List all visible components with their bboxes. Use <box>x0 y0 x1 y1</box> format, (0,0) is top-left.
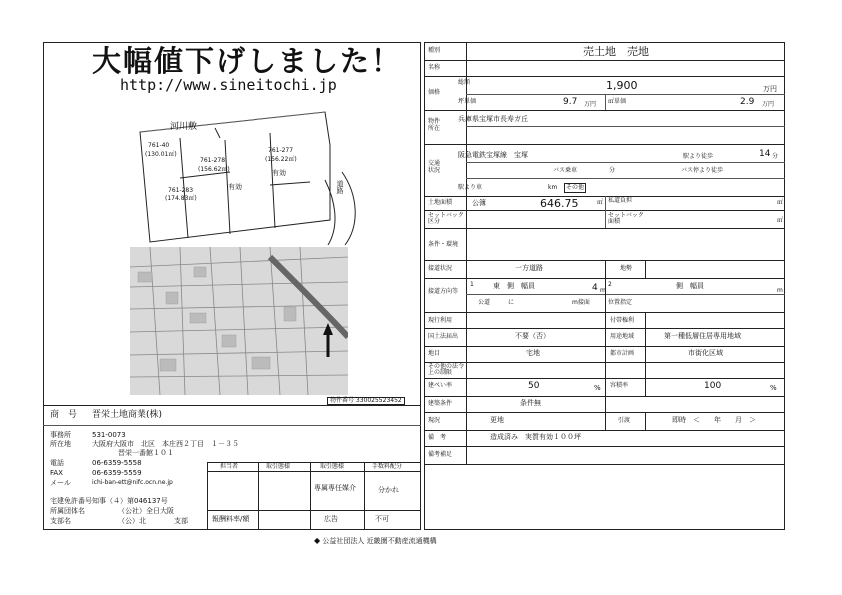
ad-value: 不可 <box>375 515 389 523</box>
walk-unit: 分 <box>772 153 779 160</box>
row-divider <box>466 126 785 127</box>
map-label-yuko-2: 有効 <box>272 169 286 177</box>
price-unit: 万円 <box>763 85 777 93</box>
contact-split: 分かれ <box>378 486 399 494</box>
map-label-lot-b-area: (156.62㎡) <box>198 166 230 173</box>
branch-label: 支部名 <box>50 517 71 525</box>
contact-header-3: 取引態様 <box>320 463 345 470</box>
map-label-lot-d: 761-283 <box>168 187 194 194</box>
assoc-value: （公社）全日大阪 <box>118 507 174 515</box>
price-value: 1,900 <box>606 79 638 92</box>
handover-value: 即時 ＜ 年 月 ＞ <box>672 416 756 424</box>
far-label: 容積率 <box>610 382 629 389</box>
mail-label: メール <box>50 479 71 487</box>
row-divider <box>466 294 785 295</box>
divider <box>364 462 365 530</box>
row-divider <box>424 464 785 465</box>
area-map <box>130 247 348 395</box>
walk-min: 14 <box>759 149 771 159</box>
far-value: 100 <box>704 381 722 391</box>
sqm-unit: 万円 <box>762 101 775 108</box>
coverage-pct: % <box>594 384 601 392</box>
conditions-label: 条件・環境 <box>428 241 459 248</box>
land-rights-value: 不要（否） <box>515 332 550 340</box>
line-value: 阪急電鉄宝塚線 宝塚 <box>458 151 528 159</box>
license-number: 宅建免許番号知事（４）第046137号 <box>50 497 168 505</box>
bus-ride: バス乗車 <box>553 167 578 174</box>
divider <box>207 471 421 472</box>
office-label: 事務所 <box>50 431 71 439</box>
land-rights-label: 国土法届出 <box>428 333 459 340</box>
address-label: 所在地 <box>50 440 71 448</box>
branch-value: （公）北 支部 <box>118 517 188 525</box>
contact-header-4: 手数料配分 <box>372 463 403 470</box>
row-divider <box>424 76 785 77</box>
road2-dir: 側 幅員 <box>676 282 704 290</box>
trade-label: 商 号 <box>50 410 78 420</box>
divider <box>258 462 259 530</box>
contact-role: 専属専任媒介 <box>314 484 356 492</box>
divider <box>43 405 421 406</box>
other-transport: その他 <box>566 184 585 191</box>
km-unit: km <box>548 184 558 191</box>
row-divider <box>424 110 785 111</box>
row-divider <box>466 178 785 179</box>
far-pct: % <box>770 384 777 392</box>
headline: 大幅値下げしました！ <box>92 44 403 78</box>
site-plan <box>120 100 360 245</box>
land-area-unit: ㎡ <box>597 199 604 206</box>
road-status-value: 一方道路 <box>515 264 543 272</box>
col-divider <box>645 378 646 396</box>
label-column-divider <box>466 42 467 465</box>
price-label: 価格 <box>428 89 441 96</box>
handover-label: 引渡 <box>618 417 631 424</box>
map-label-lot-d-area: (174.83㎡) <box>165 195 197 202</box>
row-divider <box>466 162 785 163</box>
col-divider <box>605 94 606 110</box>
map-label-lot-a-area: (130.01㎡) <box>145 151 177 158</box>
contact-header-2: 取引態様 <box>266 463 291 470</box>
auxiliary-label: 付帯権利 <box>610 317 635 324</box>
org-logo-icon: ◆ <box>314 536 321 545</box>
url-text[interactable]: http://www.sineitochi.jp <box>120 76 337 94</box>
fax-value: 06-6359-5559 <box>92 469 142 477</box>
sqm-value: 2.9 <box>740 97 755 107</box>
fee-label: 報酬料率/額 <box>212 515 250 523</box>
divider <box>310 462 311 530</box>
zone-label: 用途地域 <box>610 333 635 340</box>
ad-label: 広告 <box>324 515 338 523</box>
sqm-label: ㎡単価 <box>608 98 627 105</box>
row-divider <box>424 446 785 447</box>
use-label: 現行利用 <box>428 317 453 324</box>
land-area-value: 646.75 <box>540 197 579 210</box>
type-label: 種別 <box>428 47 441 54</box>
remarks-value: 造成済み 実質有効１００坪 <box>490 433 581 441</box>
trade-name: 晋栄土地商業(株) <box>92 410 163 420</box>
tel-value[interactable]: 06-6359-5558 <box>92 459 142 467</box>
tsubo-unit: 万円 <box>584 101 597 108</box>
map-label-yuko-1: 有効 <box>228 183 242 191</box>
category-label: 地目 <box>428 350 441 357</box>
road2-no: 2 <box>608 281 612 288</box>
tel-label: 電話 <box>50 459 64 467</box>
name-label: 名称 <box>428 64 441 71</box>
map-label-lot-a: 761-40 <box>148 142 170 149</box>
col-divider <box>605 260 606 430</box>
doc-number: 物件番号 330025523452 <box>327 397 405 405</box>
road-status-label: 接道状況 <box>428 265 453 272</box>
tsubo-value: 9.7 <box>563 97 578 107</box>
private-road-label: 私道負担 <box>608 197 633 204</box>
road1-no: 1 <box>470 281 474 288</box>
col-divider <box>605 196 606 228</box>
setback-area-label: セットバック面積 <box>608 212 644 225</box>
map-label-lot-b: 761-278 <box>200 157 226 164</box>
map-label-lot-c-area: (156.22㎡) <box>265 156 297 163</box>
tsubo-label: 坪単価 <box>458 98 477 105</box>
contact-header-1: 担当者 <box>220 463 239 470</box>
price-sub: 総額 <box>458 79 471 86</box>
footer-org <box>314 537 437 545</box>
build-cond-label: 建築条件 <box>428 400 453 407</box>
col-divider <box>645 412 646 430</box>
city-plan-value: 市街化区域 <box>688 349 723 357</box>
road1-unit: m <box>600 287 606 294</box>
road1-dir: 東 側 幅員 <box>493 282 535 290</box>
map-label-river: 河川敷 <box>170 122 198 132</box>
status-label: 現況 <box>428 417 441 424</box>
category-value: 宅地 <box>526 349 540 357</box>
address-line-2: 晋栄一番館１０１ <box>118 449 174 457</box>
remarks-label: 備 考 <box>428 434 447 441</box>
coverage-label: 建ぺい率 <box>428 382 453 389</box>
address-line-1: 大阪府大阪市 北区 本庄西２丁目 １－３５ <box>92 440 239 448</box>
ni-text: に <box>508 299 515 306</box>
divider <box>207 510 421 511</box>
row-divider <box>424 60 785 61</box>
zone-value: 第一種低層住居専用地域 <box>664 332 741 340</box>
position-label: 位置指定 <box>608 299 633 306</box>
land-area-kind: 公簿 <box>472 199 486 207</box>
road-width-label: 地勢 <box>620 265 633 272</box>
bus-stop-walk: バス停より徒歩 <box>681 167 724 174</box>
station-walk: 駅より徒歩 <box>683 153 714 160</box>
sqm-mark-2: ㎡ <box>777 217 784 224</box>
city-plan-label: 都市計画 <box>610 350 635 357</box>
other-limits-label: その他の法令上の制限 <box>428 363 465 376</box>
public-private: 公道 <box>478 299 491 306</box>
map-label-road: 道路 <box>336 180 344 194</box>
build-cond-value: 条件無 <box>520 399 541 407</box>
road-dir-label: 接道方向等 <box>428 288 459 295</box>
row-divider <box>424 228 785 229</box>
location-value: 兵庫県宝塚市長寿ガ丘 <box>458 115 528 123</box>
road2-unit: m <box>777 287 783 294</box>
coverage-value: 50 <box>528 381 540 391</box>
transport-label: 交通状況 <box>428 160 441 175</box>
assoc-label: 所属団体名 <box>50 507 85 515</box>
mail-value[interactable]: ichi-ban-ett@nifc.ocn.ne.jp <box>92 479 173 486</box>
from-station: 駅より車 <box>458 184 483 191</box>
road1-width: 4 <box>592 283 598 293</box>
postal-code: 531-0073 <box>92 431 126 439</box>
land-area-label: 土地面積 <box>428 199 453 206</box>
map-label-lot-c: 761-277 <box>268 147 294 154</box>
divider <box>43 425 421 426</box>
frontage: m接面 <box>572 299 590 306</box>
setback-label: セットバック区分 <box>428 212 464 225</box>
status-value: 更地 <box>490 416 504 424</box>
type-value: 売土地 売地 <box>583 45 649 58</box>
col-divider <box>645 312 646 378</box>
fax-label: FAX <box>50 469 63 477</box>
footer-org-name: 公益社団法人 近畿圏不動産流通機構 <box>322 537 437 545</box>
location-label: 物件所在 <box>428 118 441 133</box>
row-divider <box>424 430 785 431</box>
bus-min-unit: 分 <box>609 167 616 174</box>
row-divider <box>466 94 785 95</box>
remarks2-label: 備考補足 <box>428 451 453 458</box>
col-divider <box>645 260 646 278</box>
row-divider <box>424 144 785 145</box>
sqm-mark-1: ㎡ <box>777 199 784 206</box>
